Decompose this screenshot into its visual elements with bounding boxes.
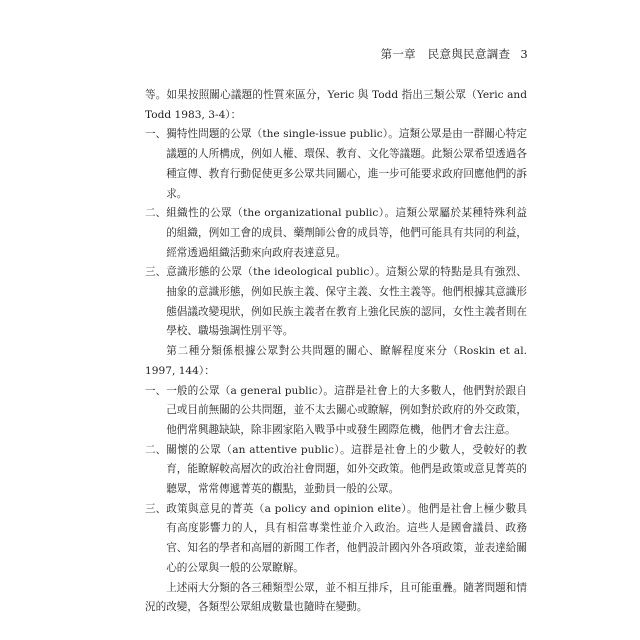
list-item (145, 382, 527, 441)
list-item (145, 125, 527, 204)
list-item (145, 263, 527, 342)
list-text: 意識形態的公眾（the ideological public）。這類公眾的特點是具有強烈、抽象的意識形態，例如民族主義、保守主義、女性主義等。他們根據其意識形態倡議改變現狀，例如民族主義者在教育上強化民族的認同，女性主義者則在學校、職場強調性別平等。 (166, 266, 527, 338)
chapter-title: 第一章 民意與民意調查 (380, 47, 511, 61)
list-text: 政策與意見的菁英（a policy and opinion elite）。他們是社會上極少數具有高度影響力的人，具有相當專業性並介入政治。這些人是國會議員、政務官、知名的學者和高層的新聞工作者，他們設計國內外各項政策，並表達給關心的公眾與一般的公眾瞭解。 (166, 502, 527, 574)
list-text: 一般的公眾（a general public）。這群是社會上的大多數人，他們對於跟自己或目前無關的公共問題，並不太去關心或瞭解，例如對於政府的外交政策，他們常興趣缺缺，除非國家陷入戰爭中或發生國際危機，他們才會去注意。 (166, 384, 527, 436)
paragraph-second-classification: 第二種分類係根據公眾對公共問題的關心、瞭解程度來分（Roskin et al. 1997, 144）： (145, 345, 527, 377)
list-text: 組織性的公眾（the organizational public）。這類公眾屬於某種特殊利益的組織，例如工會的成員、藥劑師公會的成員等，他們可能具有共同的利益，經常透過組織活動來向政府表達意見。 (166, 207, 527, 259)
list-number: 三、 (145, 266, 167, 279)
list-item (145, 441, 527, 500)
list-number: 一、 (145, 384, 167, 397)
list-number: 二、 (145, 207, 167, 220)
list-number: 二、 (145, 443, 167, 456)
list-text: 獨特性問題的公眾（the single-issue public）。這類公眾是由一群關心特定議題的人所構成，例如人權、環保、教育、文化等議題。此類公眾希望透過各種宣傳、教育行動促使更多公眾共同關心，進一步可能要求政府回應他們的訴求。 (166, 128, 527, 200)
paragraph-conclusion: 上述兩大分類的各三種類型公眾，並不相互排斥，且可能重疊。隨著問題和情況的改變，各類型公眾組成數量也隨時在變動。 (145, 581, 527, 614)
page-number: 3 (520, 47, 528, 61)
list-number: 三、 (145, 502, 167, 515)
list-item (145, 500, 527, 579)
running-header (381, 46, 528, 62)
body-text (145, 86, 527, 618)
list-number: 一、 (145, 128, 167, 141)
list-text: 關懷的公眾（an attentive public）。這群是社會上的少數人，受較好的教育，能瞭解較高層次的政治社會問題，如外交政策。他們是政策或意見菁英的聽眾，常常傳遞菁英的觀點，並動員一般的公眾。 (166, 443, 527, 496)
paragraph-intro: 等。如果按照關心議題的性質來區分，Yeric 與 Todd 指出三類公眾（Yeric and Todd 1983, 3-4）： (145, 89, 527, 121)
list-item (145, 204, 527, 263)
